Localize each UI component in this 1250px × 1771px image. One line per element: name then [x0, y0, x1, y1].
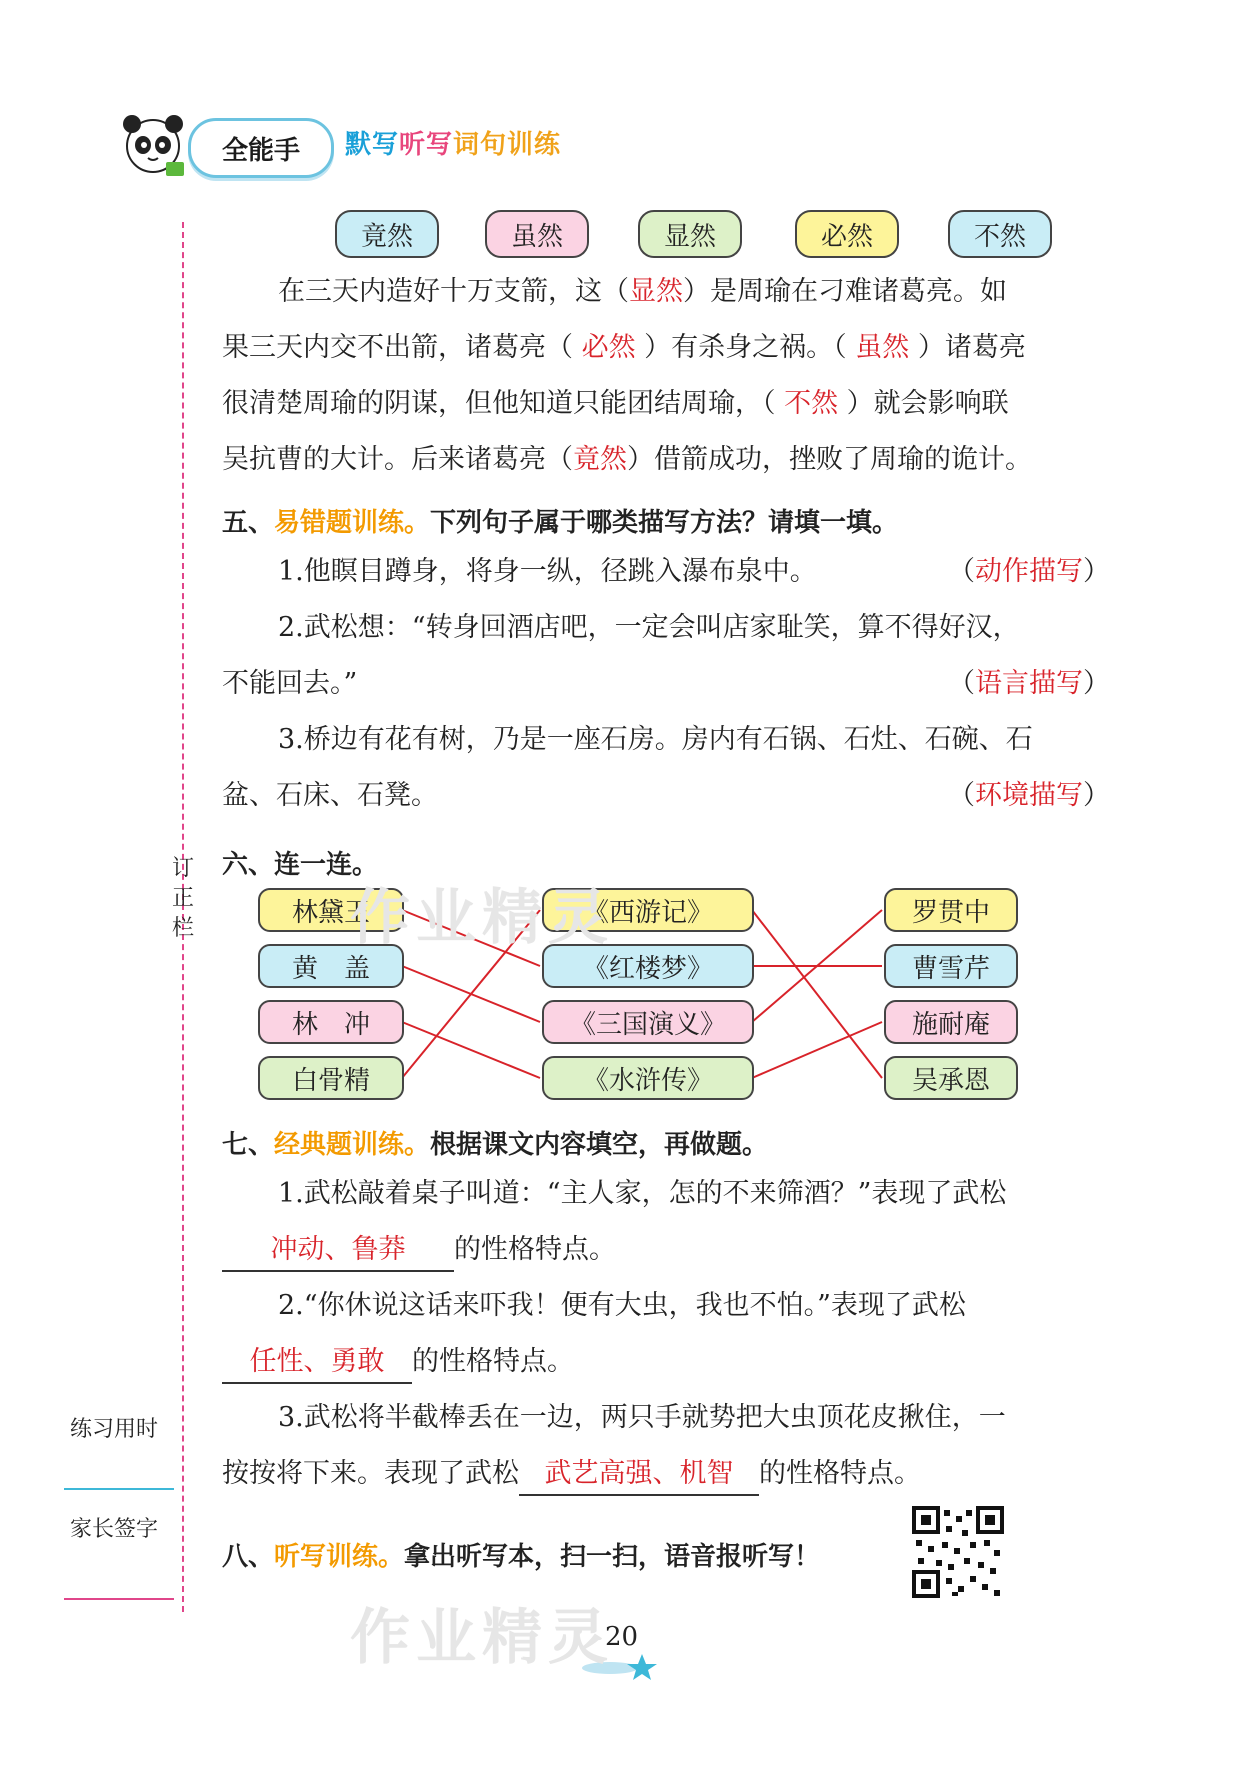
correction-char-2: 正 [171, 886, 194, 911]
author-box[interactable]: 曹雪芹 [884, 944, 1018, 988]
q5-3: 3.桥边有花有树，乃是一座石房。房内有石锅、石灶、石碗、石 [278, 724, 1033, 755]
match-line [752, 1022, 882, 1078]
q7-3b: 按按将下来。表现了武松 武艺高强、机智 的性格特点。 [222, 1446, 1110, 1502]
word-bank-item: 显然 [638, 210, 742, 258]
passage-line-3: 很清楚周瑜的阴谋，但他知道只能团结周瑜，（ 不然 ）就会影响联 [222, 388, 1009, 419]
q7-2: 2.“你休说这话来吓我！便有大虫，我也不怕。”表现了武松 [278, 1290, 966, 1321]
answer: 不然 [784, 388, 839, 419]
series-part-1: 默写 [345, 130, 400, 160]
book-box[interactable]: 《红楼梦》 [542, 944, 754, 988]
character-box[interactable]: 林黛玉 [258, 888, 404, 932]
answer-blank[interactable]: 武艺高强、机智 [519, 1454, 759, 1496]
word-bank-item: 必然 [795, 210, 899, 258]
q7-2b: 任性、勇敢 的性格特点。 [222, 1334, 1110, 1390]
author-box[interactable]: 吴承恩 [884, 1056, 1018, 1100]
section-5-heading: 五、易错题训练。下列句子属于哪类描写方法？请填一填。 [222, 508, 899, 538]
q7-1: 1.武松敲着桌子叫道：“主人家，怎的不来筛酒？”表现了武松 [278, 1178, 1007, 1209]
answer: 显然 [629, 276, 683, 307]
book-box[interactable]: 《水浒传》 [542, 1056, 754, 1100]
book-box[interactable]: 《三国演义》 [542, 1000, 754, 1044]
character-box[interactable]: 黄 盖 [258, 944, 404, 988]
parent-sign-label: 家长签字 [70, 1517, 159, 1542]
q7-1b: 冲动、鲁莽 的性格特点。 [222, 1222, 1110, 1278]
watermark: 作业精灵 [350, 883, 614, 953]
q5-3b: 盆、石床、石凳。 （环境描写） [222, 780, 1110, 811]
section-7-heading: 七、经典题训练。根据课文内容填空，再做题。 [222, 1130, 769, 1160]
match-line [402, 1022, 540, 1078]
correction-char-1: 订 [171, 856, 194, 881]
book-box[interactable]: 《西游记》 [542, 888, 754, 932]
character-box[interactable]: 白骨精 [258, 1056, 404, 1100]
q5-1: 1.他瞑目蹲身，将身一纵，径跳入瀑布泉中。 （动作描写） [278, 556, 1110, 587]
q7-3: 3.武松将半截棒丢在一边，两只手就势把大虫顶花皮揪住，一 [278, 1402, 1006, 1433]
page-number: 20 [605, 1622, 639, 1652]
series-part-3: 词句训练 [453, 130, 562, 160]
answer: 语言描写 [975, 668, 1083, 699]
author-box[interactable]: 施耐庵 [884, 1000, 1018, 1044]
section-6-heading: 六、连一连。 [222, 850, 379, 880]
series-part-2: 听写 [399, 130, 454, 160]
qr-code-icon[interactable] [912, 1506, 1004, 1598]
answer: 虽然 [855, 332, 910, 363]
word-bank-item: 虽然 [485, 210, 589, 258]
q5-2b: 不能回去。” （语言描写） [222, 668, 1110, 699]
character-box[interactable]: 林 冲 [258, 1000, 404, 1044]
section-8-heading: 八、听写训练。拿出听写本，扫一扫，语音报听写！ [222, 1542, 821, 1572]
section-7-body [222, 1166, 1110, 1502]
answer: 必然 [581, 332, 636, 363]
match-line [752, 910, 882, 1078]
correction-char-3: 栏 [171, 916, 194, 941]
passage-line-4: 吴抗曹的大计。后来诸葛亮（竟然）借箭成功，挫败了周瑜的诡计。 [222, 444, 1032, 475]
author-box[interactable]: 罗贯中 [884, 888, 1018, 932]
watermark: 作业精灵 [350, 1603, 614, 1673]
answer-blank[interactable]: 任性、勇敢 [222, 1342, 412, 1384]
practice-time-label: 练习用时 [70, 1417, 159, 1442]
word-bank-item: 竟然 [335, 210, 439, 258]
answer-blank[interactable]: 冲动、鲁莽 [222, 1230, 454, 1272]
brand-logo: 全能手 [188, 118, 334, 178]
answer: 环境描写 [975, 780, 1083, 811]
q5-2: 2.武松想：“转身回酒店吧，一定会叫店家耻笑，算不得好汉， [278, 612, 1020, 643]
answer: 竟然 [573, 444, 627, 475]
passage-line-1: 在三天内造好十万支箭，这（显然）是周瑜在刁难诸葛亮。如 [278, 276, 1007, 307]
word-bank-item: 不然 [948, 210, 1052, 258]
answer: 动作描写 [975, 556, 1083, 587]
passage-line-2: 果三天内交不出箭，诸葛亮（ 必然 ）有杀身之祸。（ 虽然 ）诸葛亮 [222, 332, 1026, 363]
